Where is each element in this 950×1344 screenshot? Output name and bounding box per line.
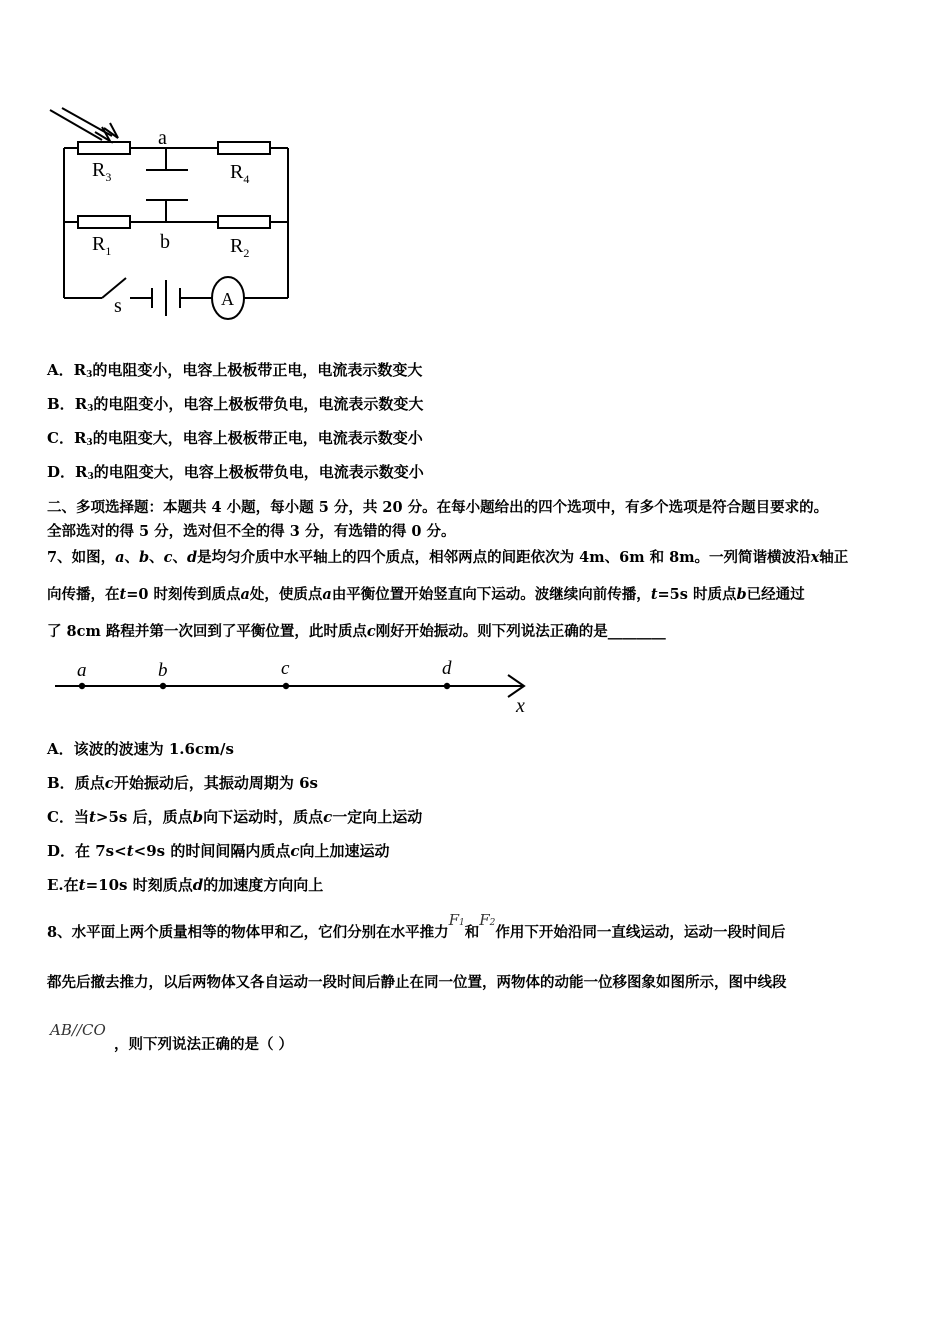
q8-stem-line1: 8、水平面上两个质量相等的物体甲和乙，它们分别在水平推力F1和F2作用下开始沿同一直线运动，运动一段时间后 — [47, 911, 786, 941]
q7-option-c: C．当t>5s 后，质点b向下运动时，质点c一定向上运动 — [47, 808, 423, 826]
point-a — [79, 683, 85, 689]
axis-label-c: c — [281, 658, 290, 679]
section-2-heading-line1: 二、多项选择题：本题共 4 小题，每小题 5 分，共 20 分。在每小题给出的四个选项中，有多个选项是符合题目要求的。 — [47, 499, 829, 516]
point-b — [160, 683, 166, 689]
section-2-heading-line2: 全部选对的得 5 分，选对但不全的得 3 分，有选错的得 0 分。 — [47, 523, 456, 540]
resistor-r4 — [218, 142, 270, 154]
q7-option-d: D．在 7s<t<9s 的时间间隔内质点c向上加速运动 — [47, 842, 390, 860]
formula-ab-parallel-co: AB//CO — [50, 1021, 106, 1039]
q7-option-e: E.在t=10s 时刻质点d的加速度方向向上 — [47, 876, 324, 894]
q7-option-a: A．该波的波速为 1.6cm/s — [47, 740, 234, 758]
q6-option-a: A．$R_3$的电阻变小，电容上极板带正电，电流表示数变大 — [47, 361, 423, 380]
axis-label-d: d — [442, 658, 452, 679]
point-d — [444, 683, 450, 689]
q7-axis-figure — [50, 655, 540, 720]
formula-f2: F2 — [479, 911, 496, 929]
q7-stem-line2: 向传播，在t=0 时刻传到质点a处，使质点a由平衡位置开始竖直向下运动。波继续向前传播，t=5s 时质点b已经通过 — [47, 586, 805, 603]
axis-label-b: b — [158, 660, 168, 681]
q6-option-c: C．$R_3$的电阻变大，电容上极板带正电，电流表示数变小 — [47, 429, 423, 448]
label-r1: $R_1$ — [92, 233, 112, 258]
label-r2: $R_2$ — [230, 235, 250, 260]
label-r4: $R_4$ — [230, 161, 250, 186]
q6-option-d: D．$R_3$的电阻变大，电容上极板带负电，电流表示数变小 — [47, 463, 424, 482]
q6-option-b: B．$R_3$的电阻变小，电容上极板带负电，电流表示数变大 — [47, 395, 424, 414]
axis-label-a: a — [77, 660, 87, 681]
q7-option-b: B．质点c开始振动后，其振动周期为 6s — [47, 774, 318, 792]
resistor-r2 — [218, 216, 270, 228]
axis-label-x: x — [516, 695, 525, 717]
label-r3: $R_3$ — [92, 159, 112, 184]
label-b: b — [160, 231, 170, 253]
circuit-diagram — [40, 100, 310, 330]
resistor-r1 — [78, 216, 130, 228]
formula-f1: F1 — [448, 911, 465, 929]
resistor-r3 — [78, 142, 130, 154]
q7-stem-line1: 7、如图，a、b、c、d是均匀介质中水平轴上的四个质点，相邻两点的间距依次为 4m、6m 和 8m。一列简谐横波沿x轴正 — [47, 549, 849, 566]
q8-stem-line3: ，则下列说法正确的是（ ） — [114, 1036, 294, 1053]
q8-stem-line2: 都先后撤去推力，以后两物体又各自运动一段时间后静止在同一位置，两物体的动能一位移图象如图所示，图中线段 — [47, 974, 787, 991]
label-ammeter: A — [221, 289, 234, 309]
q7-stem-line3: 了 8cm 路程并第一次回到了平衡位置，此时质点c刚好开始振动。则下列说法正确的是________ — [47, 623, 666, 640]
label-s: s — [114, 295, 122, 317]
point-c — [283, 683, 289, 689]
label-a: a — [158, 127, 167, 149]
